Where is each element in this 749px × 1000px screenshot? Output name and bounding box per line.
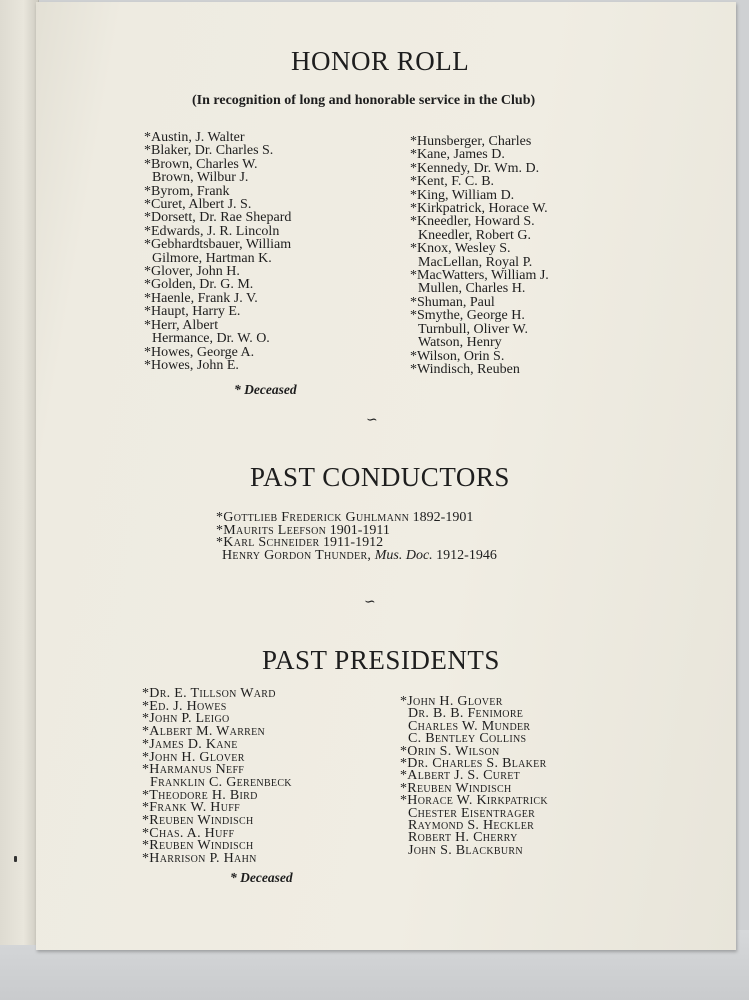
past-president-name: *Orin S. Wilson	[400, 743, 500, 759]
past-president-name: *Reuben Windisch	[142, 838, 254, 854]
past-president-name: *John H. Glover	[400, 694, 503, 709]
past-conductors-list	[216, 512, 497, 562]
honor-roll-name: *Golden, Dr. G. M.	[144, 277, 254, 293]
honor-roll-title: HONOR ROLL	[291, 46, 470, 76]
conductor-years: 1901-1911	[329, 522, 390, 538]
honor-roll-name: *King, William D.	[410, 187, 515, 203]
page-mark	[14, 856, 17, 862]
program-page	[36, 2, 736, 950]
past-president-name: *Frank W. Huff	[142, 800, 240, 816]
past-president-name: *Chas. A. Huff	[142, 825, 235, 841]
honor-roll-name: *Brown, Charles W.	[144, 156, 258, 172]
past-president-name: *Harmanus Neff	[142, 762, 245, 778]
conductor-entry	[216, 547, 497, 563]
conductor-name: *Karl Schneider	[216, 535, 320, 551]
past-president-name: *Ed. J. Howes	[142, 698, 227, 714]
honor-roll-name: *Smythe, George H.	[410, 308, 525, 324]
conductor-name: *Maurits Leefson	[216, 522, 327, 538]
past-president-name: *James D. Kane	[142, 736, 238, 752]
past-president-name: Dr. B. B. Fenimore	[408, 706, 524, 722]
honor-roll-left-column	[144, 131, 291, 372]
honor-roll-name: *Gebhardtsbauer, William	[144, 237, 292, 253]
honor-roll-name: *Wilson, Orin S.	[410, 348, 505, 364]
past-president-name: Chester Eisentrager	[408, 805, 536, 821]
past-president-name: *Dr. Charles S. Blaker	[400, 756, 547, 772]
past-president-name: *Albert J. S. Curet	[400, 768, 521, 784]
past-president-name: C. Bentley Collins	[408, 731, 527, 747]
past-presidents-deceased-note: * Deceased	[230, 870, 293, 885]
honor-roll-right-column	[410, 135, 549, 376]
honor-roll-name: *Kennedy, Dr. Wm. D.	[410, 160, 540, 176]
ornament-divider-2: ∽	[364, 594, 376, 610]
honor-roll-name: *Windisch, Reuben	[410, 361, 520, 377]
honor-roll-name: Mullen, Charles H.	[418, 281, 526, 297]
past-president-name: John S. Blackburn	[408, 842, 523, 858]
honor-roll-name: *Byrom, Frank	[144, 183, 230, 199]
past-president-name: *Reuben Windisch	[400, 780, 512, 796]
honor-roll-name: *Kneedler, Howard S.	[410, 214, 535, 230]
past-presidents-left-column	[142, 688, 292, 866]
honor-roll-name: Gilmore, Hartman K.	[152, 250, 272, 266]
conductor-years: 1911-1912	[322, 535, 384, 551]
past-conductors-title: PAST CONDUCTORS	[250, 462, 510, 492]
past-president-name: *Horace W. Kirkpatrick	[400, 793, 548, 809]
honor-roll-subtitle: (In recognition of long and honorable service in the Club)	[192, 93, 536, 108]
honor-roll-name: *Austin, J. Walter	[144, 130, 245, 145]
past-president-name: *Theodore H. Bird	[142, 787, 258, 803]
honor-roll-name: *Haupt, Harry E.	[144, 304, 241, 320]
honor-roll-name: Turnbull, Oliver W.	[418, 321, 528, 337]
honor-roll-name: *Blaker, Dr. Charles S.	[144, 143, 274, 159]
ornament-divider-1: ∽	[366, 412, 378, 428]
past-presidents-right-column	[400, 696, 548, 857]
honor-roll-name: Kneedler, Robert G.	[418, 227, 531, 243]
past-president-name: Charles W. Munder	[408, 718, 531, 734]
honor-roll-name: *Curet, Albert J. S.	[144, 197, 252, 213]
past-president-name: *John H. Glover	[142, 749, 245, 765]
conductor-name: Henry Gordon Thunder,	[222, 547, 372, 563]
past-president-name: Raymond S. Heckler	[408, 818, 535, 834]
past-presidents-title: PAST PRESIDENTS	[262, 645, 500, 675]
past-president-name: Robert H. Cherry	[408, 830, 518, 846]
honor-roll-name: *Kirkpatrick, Horace W.	[410, 201, 548, 217]
honor-roll-name: *Edwards, J. R. Lincoln	[144, 223, 280, 239]
past-president-name: *Harrison P. Hahn	[142, 851, 257, 867]
honor-roll-name: *Glover, John H.	[144, 264, 240, 280]
honor-roll-name: *Howes, George A.	[144, 344, 255, 360]
past-president-name: *John P. Leigo	[142, 711, 230, 727]
conductor-years: 1892-1901	[412, 510, 474, 525]
honor-roll-name: *Haenle, Frank J. V.	[144, 290, 258, 306]
honor-roll-name: Watson, Henry	[418, 335, 502, 351]
past-president-name: *Reuben Windisch	[142, 813, 254, 829]
past-president-name: *Dr. E. Tillson Ward	[142, 686, 276, 701]
honor-roll-name: *Hunsberger, Charles	[410, 134, 532, 149]
honor-roll-name: *Dorsett, Dr. Rae Shepard	[144, 210, 292, 226]
facing-page-edge	[0, 0, 39, 945]
honor-roll-name: Brown, Wilbur J.	[152, 170, 249, 186]
honor-roll-name: *Kane, James D.	[410, 147, 505, 163]
conductor-years: 1912-1946	[436, 547, 497, 563]
honor-roll-name: *Kent, F. C. B.	[410, 174, 495, 190]
honor-roll-name: *Howes, John E.	[144, 357, 239, 373]
honor-roll-name: *Knox, Wesley S.	[410, 241, 511, 257]
conductor-name: *Gottlieb Frederick Guhlmann	[216, 510, 410, 525]
honor-roll-deceased-note: * Deceased	[234, 382, 297, 397]
honor-roll-name: Hermance, Dr. W. O.	[152, 331, 270, 347]
past-president-name: *Albert M. Warren	[142, 724, 266, 740]
honor-roll-name: *Herr, Albert	[144, 317, 219, 333]
honor-roll-name: *MacWatters, William J.	[410, 268, 549, 284]
honor-roll-name: MacLellan, Royal P.	[418, 254, 533, 270]
past-president-name: Franklin C. Gerenbeck	[150, 774, 292, 790]
honor-roll-name: *Shuman, Paul	[410, 294, 495, 310]
conductor-degree: Mus. Doc.	[374, 547, 433, 563]
